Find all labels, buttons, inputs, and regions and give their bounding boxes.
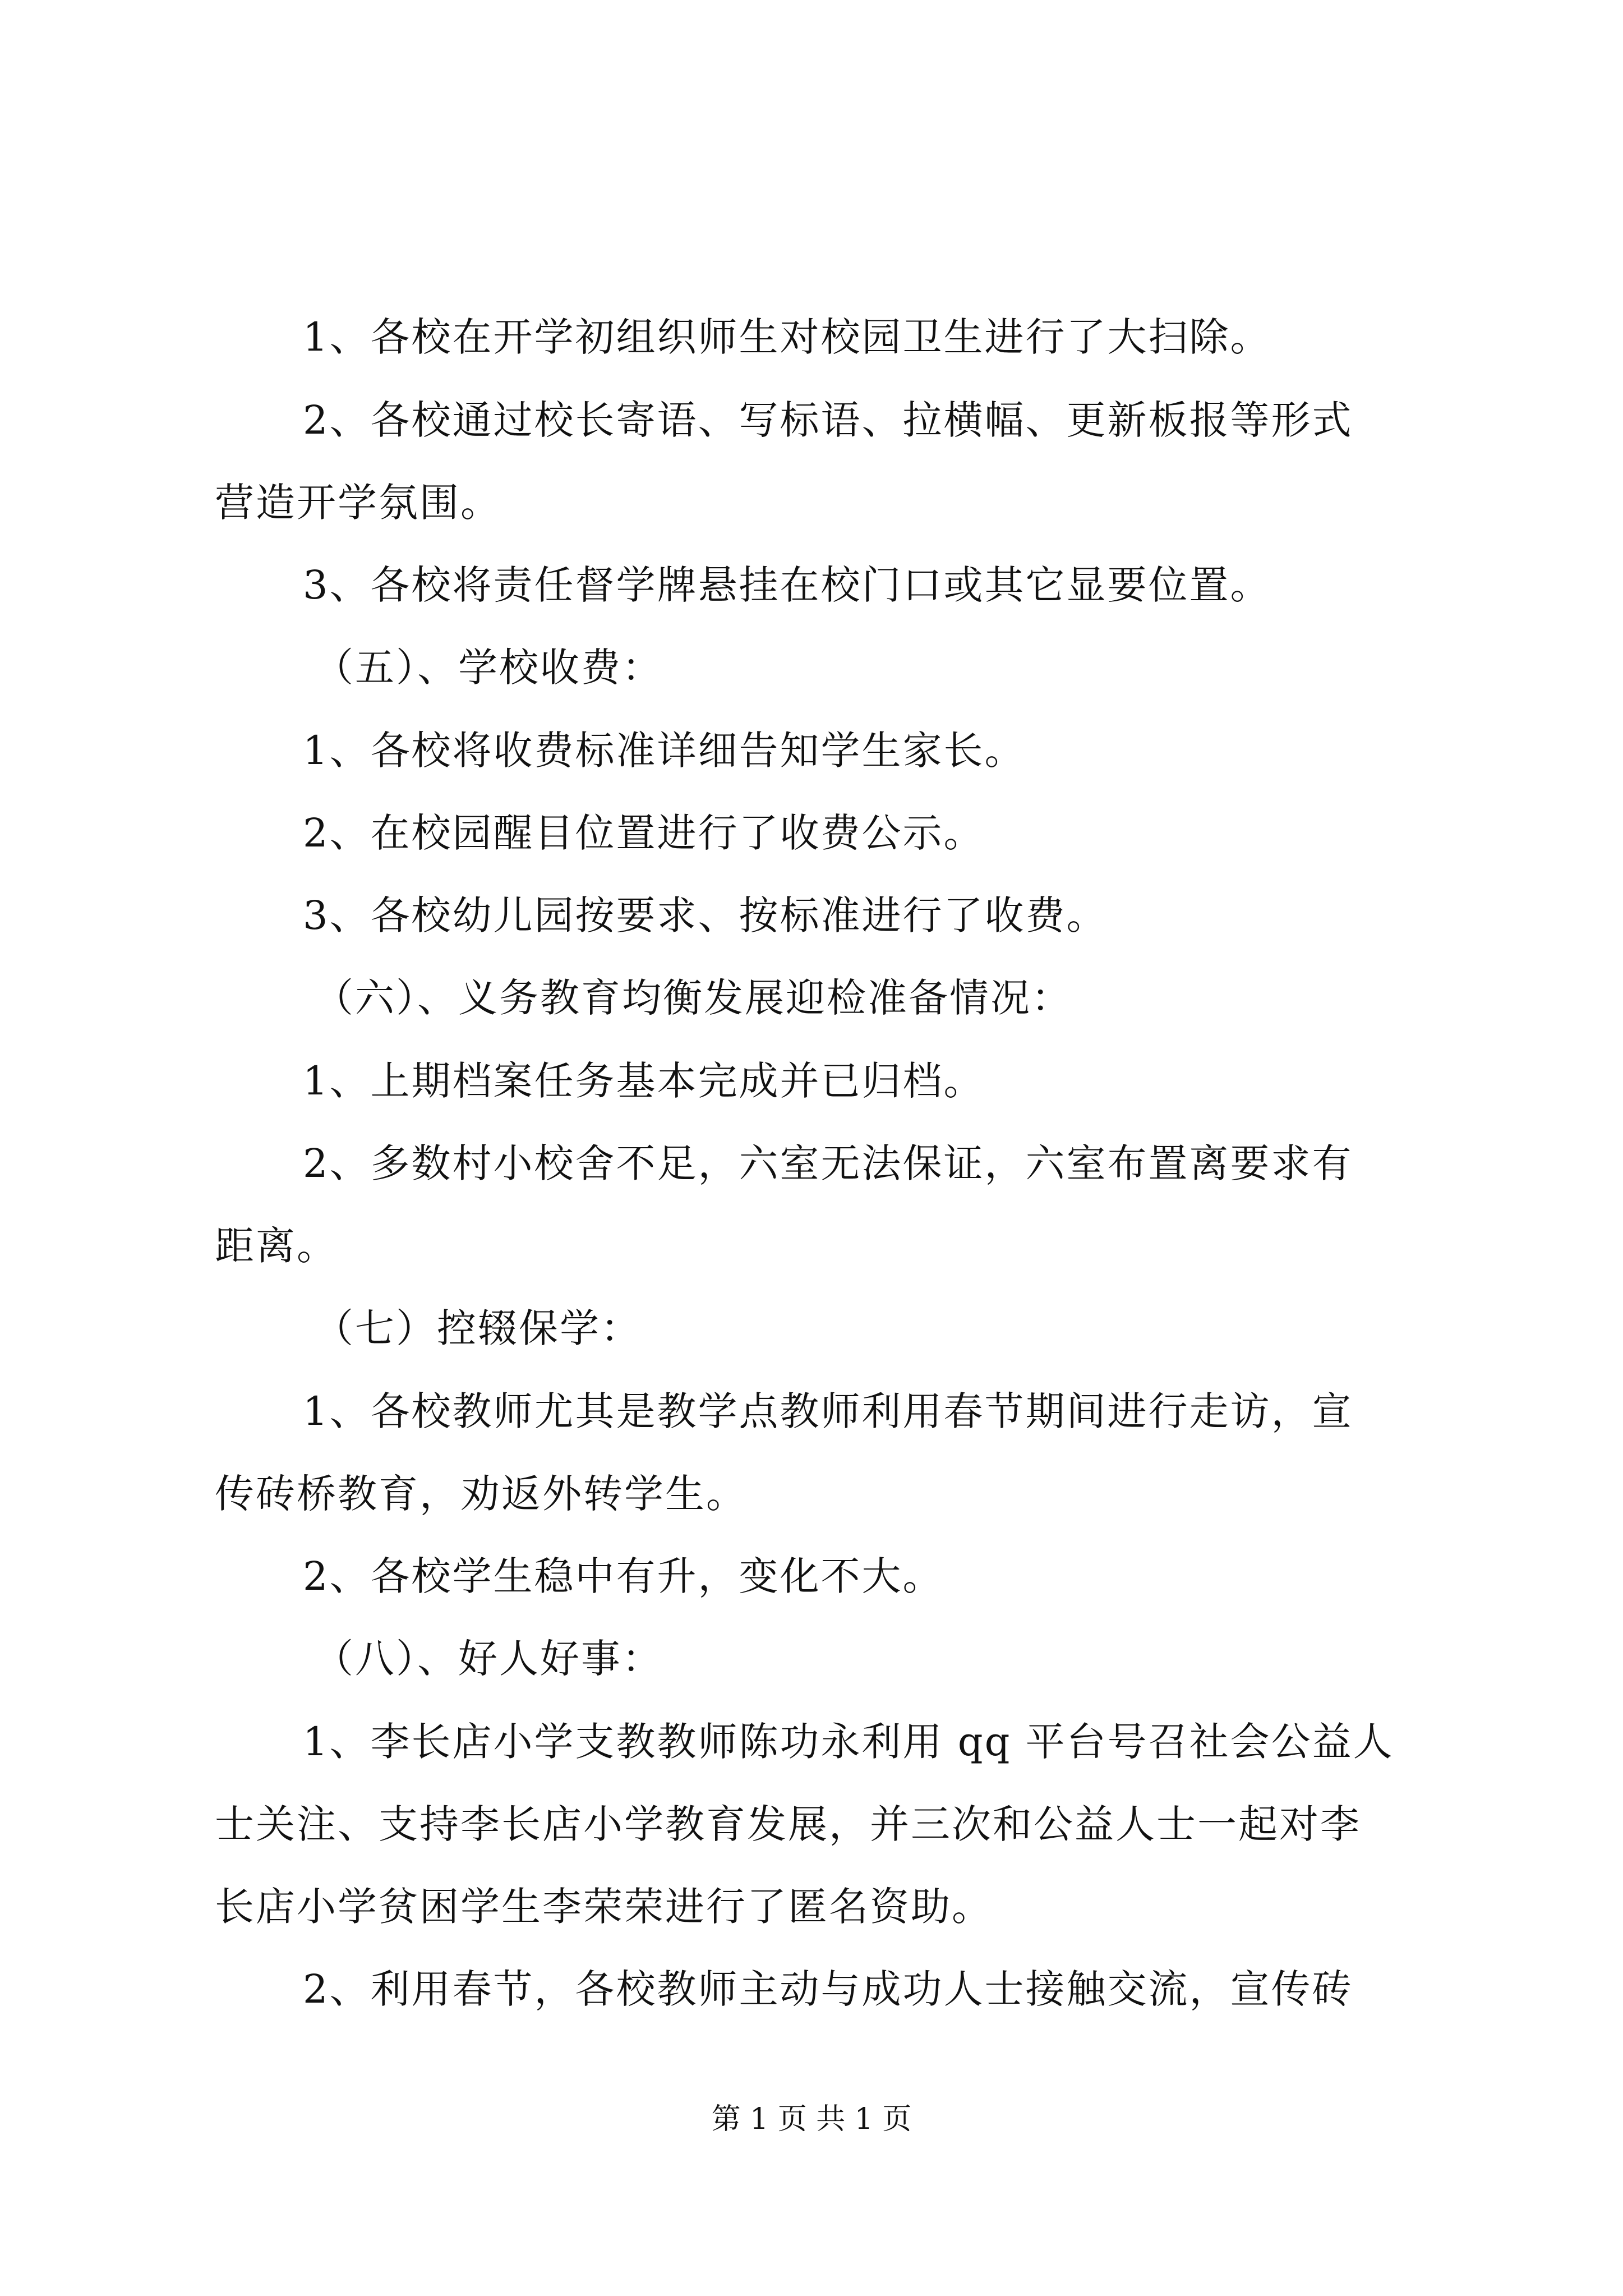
- section-heading: （七）控辍保学：: [314, 1305, 642, 1351]
- paragraph-line: 3、各校幼儿园按要求、按标准进行了收费。: [303, 892, 1108, 938]
- paragraph-line: 1、李长店小学支教教师陈功永利用 qq 平台号召社会公益人: [303, 1719, 1394, 1765]
- section-heading: （五）、学校收费：: [314, 645, 663, 691]
- paragraph-line: 传砖桥教育，劝返外转学生。: [215, 1471, 747, 1517]
- paragraph-line: 3、各校将责任督学牌悬挂在校门口或其它显要位置。: [303, 562, 1271, 608]
- paragraph-line: 1、各校将收费标准详细告知学生家长。: [303, 728, 1026, 774]
- section-heading: （八）、好人好事：: [314, 1636, 663, 1682]
- paragraph-line: 2、多数村小校舍不足，六室无法保证，六室布置离要求有: [303, 1140, 1353, 1186]
- paragraph-line: 士关注、支持李长店小学教育发展，并三次和公益人士一起对李: [215, 1801, 1361, 1847]
- paragraph-line: 2、利用春节，各校教师主动与成功人士接触交流，宣传砖: [303, 1966, 1353, 2012]
- paragraph-line: 1、上期档案任务基本完成并已归档。: [303, 1058, 985, 1104]
- paragraph-line: 2、各校通过校长寄语、写标语、拉横幅、更新板报等形式: [303, 397, 1353, 443]
- paragraph-line: 营造开学氛围。: [215, 480, 501, 526]
- section-heading: （六）、义务教育均衡发展迎检准备情况：: [314, 975, 1072, 1021]
- paragraph-line: 1、各校在开学初组织师生对校园卫生进行了大扫除。: [303, 314, 1271, 360]
- page-footer: 第 1 页 共 1 页: [711, 2102, 912, 2136]
- paragraph-line: 长店小学贫困学生李荣荣进行了匿名资助。: [215, 1884, 993, 1930]
- paragraph-line: 距离。: [215, 1223, 338, 1269]
- paragraph-line: 1、各校教师尤其是教学点教师利用春节期间进行走访，宣: [303, 1388, 1353, 1434]
- paragraph-line: 2、各校学生稳中有升，变化不大。: [303, 1553, 944, 1599]
- paragraph-line: 2、在校园醒目位置进行了收费公示。: [303, 810, 985, 856]
